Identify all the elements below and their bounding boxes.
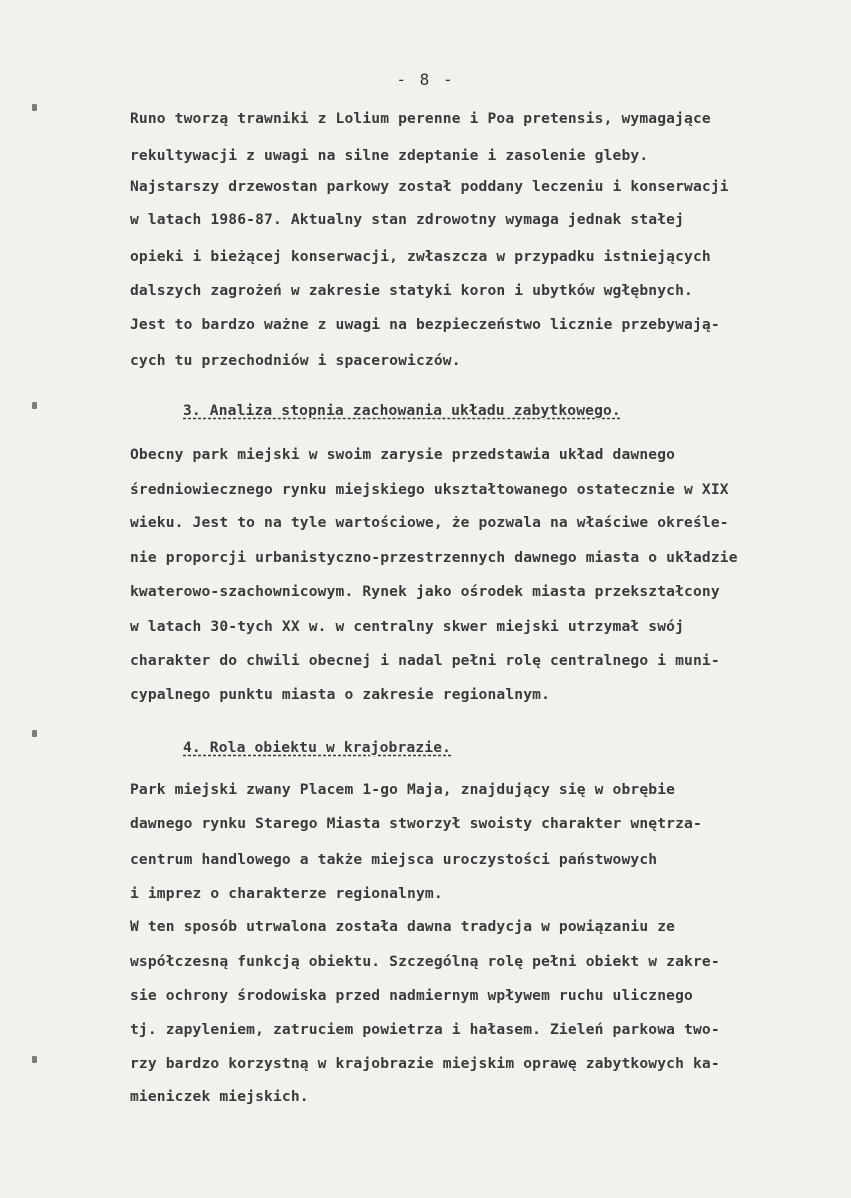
- text-line: Park miejski zwany Placem 1-go Maja, znajdujący się w obrębie: [130, 781, 676, 798]
- text-line: nie proporcji urbanistyczno-przestrzennych dawnego miasta o układzie: [130, 549, 738, 566]
- text-line: współczesną funkcją obiektu. Szczególną rolę pełni obiekt w zakre-: [130, 953, 720, 970]
- text-line: mieniczek miejskich.: [130, 1088, 309, 1105]
- page-number: - 8 -: [396, 70, 455, 89]
- text-line: W ten sposób utrwalona została dawna tradycja w powiązaniu ze: [130, 918, 676, 935]
- text-line: średniowiecznego rynku miejskiego ukształtowanego ostatecznie w XIX: [130, 481, 729, 498]
- text-line: charakter do chwili obecnej i nadal pełni rolę centralnego i muni-: [130, 652, 720, 669]
- text-line: cych tu przechodniów i spacerowiczów.: [130, 352, 461, 369]
- text-line: rekultywacji z uwagi na silne zdeptanie i zasolenie gleby.: [130, 147, 649, 164]
- text-line: Jest to bardzo ważne z uwagi na bezpieczeństwo licznie przebywają-: [130, 316, 720, 333]
- text-line: centrum handlowego a także miejsca uroczystości państwowych: [130, 851, 658, 868]
- text-line: rzy bardzo korzystną w krajobrazie miejskim oprawę zabytkowych ka-: [130, 1055, 720, 1072]
- punch-hole-mark: [32, 402, 37, 409]
- text-line: i imprez o charakterze regionalnym.: [130, 885, 443, 902]
- text-line: Najstarszy drzewostan parkowy został poddany leczeniu i konserwacji: [130, 178, 729, 195]
- text-line: Obecny park miejski w swoim zarysie przedstawia układ dawnego: [130, 446, 676, 463]
- text-line: dawnego rynku Starego Miasta stworzył swoisty charakter wnętrza-: [130, 815, 702, 832]
- text-line: sie ochrony środowiska przed nadmiernym wpływem ruchu ulicznego: [130, 987, 693, 1004]
- text-line: w latach 1986-87. Aktualny stan zdrowotny wymaga jednak stałej: [130, 211, 685, 228]
- punch-hole-mark: [32, 104, 37, 111]
- punch-hole-mark: [32, 730, 37, 737]
- section-heading-3: 3. Analiza stopnia zachowania układu zabytkowego.: [183, 402, 621, 419]
- text-line: wieku. Jest to na tyle wartościowe, że pozwala na właściwe określe-: [130, 514, 729, 531]
- text-line: w latach 30-tych XX w. w centralny skwer miejski utrzymał swój: [130, 618, 685, 635]
- text-line: kwaterowo-szachownicowym. Rynek jako ośrodek miasta przekształcony: [130, 583, 720, 600]
- text-line: opieki i bieżącej konserwacji, zwłaszcza w przypadku istniejących: [130, 248, 711, 265]
- text-line: tj. zapyleniem, zatruciem powietrza i hałasem. Zieleń parkowa two-: [130, 1021, 720, 1038]
- text-line: dalszych zagrożeń w zakresie statyki koron i ubytków wgłębnych.: [130, 282, 693, 299]
- text-line: cypalnego punktu miasta o zakresie regionalnym.: [130, 686, 551, 703]
- section-heading-4: 4. Rola obiektu w krajobrazie.: [183, 739, 452, 756]
- text-line: Runo tworzą trawniki z Lolium perenne i Poa pretensis, wymagające: [130, 110, 711, 127]
- punch-hole-mark: [32, 1056, 37, 1063]
